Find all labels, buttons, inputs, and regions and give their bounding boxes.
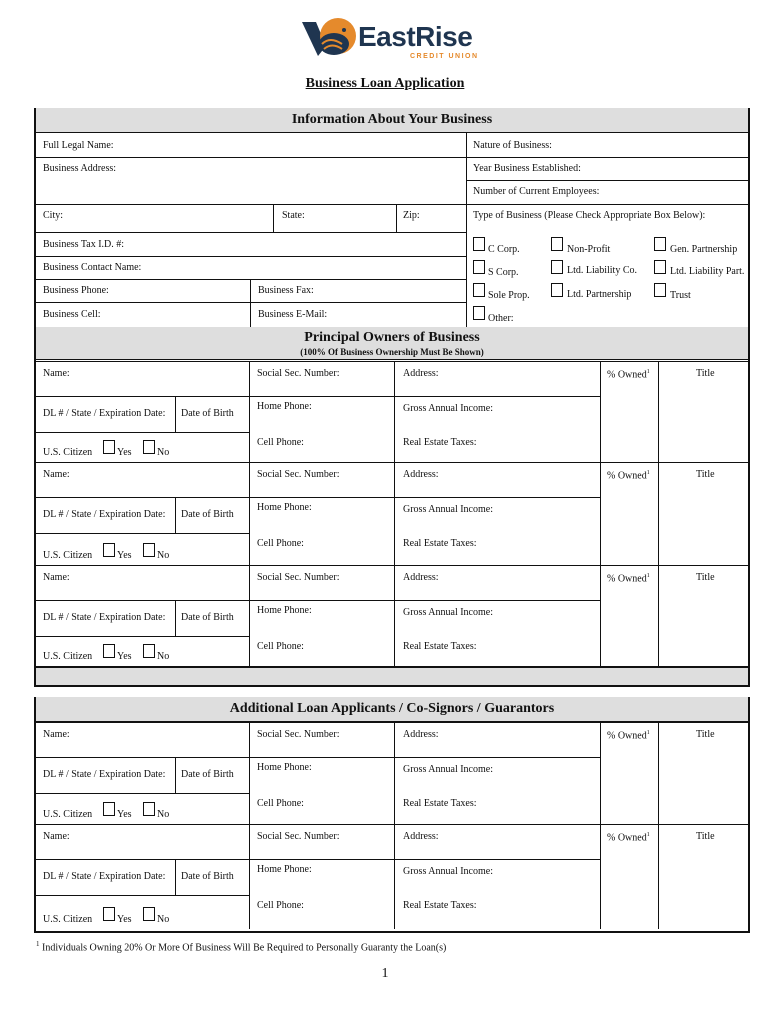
person-5-dl-field[interactable]: DL # / State / Expiration Date:	[43, 871, 166, 882]
person-5-address-field[interactable]: Address:	[403, 831, 439, 842]
trust-label: Trust	[670, 290, 691, 301]
c-corp-checkbox[interactable]	[473, 237, 485, 251]
ltd-partnership-label: Ltd. Partnership	[567, 289, 632, 300]
person-1-name-field[interactable]: Name:	[43, 368, 70, 379]
person-5-no-label: No	[157, 914, 170, 925]
owners-section	[34, 327, 750, 687]
person-4-cell-phone-field[interactable]: Cell Phone:	[257, 798, 304, 809]
brand-name: EastRise	[358, 21, 473, 52]
owned-label: % Owned	[607, 832, 647, 844]
footnote-text: Individuals Owning 20% Or More Of Business Will Be Required to Personally Guaranty the Loan(s)	[42, 942, 447, 954]
person-4-name-field[interactable]: Name:	[43, 729, 70, 740]
zip-field[interactable]: Zip:	[403, 210, 420, 221]
owned-footnote-marker: 1	[646, 730, 650, 736]
business-cell-field[interactable]: Business Cell:	[43, 309, 101, 320]
person-1-owned-field[interactable]	[607, 369, 650, 380]
person-3-citizen-no-checkbox[interactable]	[143, 644, 155, 658]
person-4-address-field[interactable]: Address:	[403, 729, 439, 740]
c-corp-label: C Corp.	[488, 244, 520, 255]
footnote-marker: 1	[36, 940, 40, 948]
tax-id-field[interactable]: Business Tax I.D. #:	[43, 239, 125, 250]
other-label: Other:	[488, 313, 514, 324]
other-checkbox[interactable]	[473, 306, 485, 320]
person-block-divider	[658, 722, 659, 824]
person-5-citizen-yes-checkbox[interactable]	[103, 907, 115, 921]
person-5-cell-phone-field[interactable]: Cell Phone:	[257, 900, 304, 911]
person-3-citizen-label: U.S. Citizen	[43, 651, 93, 662]
person-5-re-taxes-field[interactable]: Real Estate Taxes:	[403, 900, 477, 911]
person-block-divider	[600, 462, 601, 565]
person-3-title-field[interactable]: Title	[696, 572, 715, 583]
owners-subtitle: (100% Of Business Ownership Must Be Shown)	[300, 347, 484, 357]
person-block-divider	[658, 824, 659, 929]
person-3-ssn-field[interactable]: Social Sec. Number:	[257, 572, 340, 583]
person-block-divider	[175, 757, 176, 793]
person-1-re-taxes-field[interactable]: Real Estate Taxes:	[403, 437, 477, 448]
person-block-divider	[36, 497, 600, 498]
llc-label: Ltd. Liability Co.	[567, 265, 637, 276]
person-block-divider	[36, 793, 249, 794]
person-4-re-taxes-field[interactable]: Real Estate Taxes:	[403, 798, 477, 809]
nature-of-business-field[interactable]: Nature of Business:	[473, 140, 552, 151]
person-2-yes-label: Yes	[117, 550, 132, 561]
person-2-income-field[interactable]: Gross Annual Income:	[403, 504, 493, 515]
person-1-yes-label: Yes	[117, 447, 132, 458]
person-block-divider	[36, 396, 600, 397]
person-3-no-label: No	[157, 651, 170, 662]
non-profit-checkbox[interactable]	[551, 237, 563, 251]
person-4-title-field[interactable]: Title	[696, 729, 715, 740]
person-1-citizen-yes-checkbox[interactable]	[103, 440, 115, 454]
person-block-divider	[394, 565, 395, 666]
owned-footnote-marker: 1	[646, 369, 650, 375]
person-block-divider	[36, 757, 600, 758]
person-3-owned-field[interactable]	[607, 573, 650, 584]
person-3-dob-field[interactable]: Date of Birth	[181, 612, 234, 623]
city-field[interactable]: City:	[43, 210, 64, 221]
business-address-field[interactable]: Business Address:	[43, 163, 117, 174]
business-type-label: Type of Business (Please Check Appropriate Box Below):	[473, 210, 706, 221]
person-5-title-field[interactable]: Title	[696, 831, 715, 842]
person-4-citizen-no-checkbox[interactable]	[143, 802, 155, 816]
person-5-home-phone-field[interactable]: Home Phone:	[257, 864, 312, 875]
person-5-citizen-no-checkbox[interactable]	[143, 907, 155, 921]
person-block-divider	[175, 600, 176, 636]
ltd-partnership-checkbox[interactable]	[551, 283, 563, 297]
owned-label: % Owned	[607, 470, 647, 482]
person-1-cell-phone-field[interactable]: Cell Phone:	[257, 437, 304, 448]
person-2-owned-field[interactable]	[607, 470, 650, 481]
owned-footnote-marker: 1	[646, 832, 650, 838]
trust-checkbox[interactable]	[654, 283, 666, 297]
owners-header	[36, 327, 748, 360]
business-email-field[interactable]: Business E-Mail:	[258, 309, 328, 320]
page-number: 1	[381, 966, 389, 981]
person-1-ssn-field[interactable]: Social Sec. Number:	[257, 368, 340, 379]
person-1-dob-field[interactable]: Date of Birth	[181, 408, 234, 419]
person-block-divider	[36, 824, 748, 825]
sole-prop-checkbox[interactable]	[473, 283, 485, 297]
additional-header: Additional Loan Applicants / Co-Signors / Guarantors	[36, 697, 748, 722]
llc-checkbox[interactable]	[551, 260, 563, 274]
person-4-citizen-yes-checkbox[interactable]	[103, 802, 115, 816]
person-2-cell-phone-field[interactable]: Cell Phone:	[257, 538, 304, 549]
person-2-citizen-no-checkbox[interactable]	[143, 543, 155, 557]
person-block-divider	[36, 432, 249, 433]
person-4-owned-field[interactable]	[607, 730, 650, 741]
person-2-citizen-yes-checkbox[interactable]	[103, 543, 115, 557]
state-field[interactable]: State:	[282, 210, 305, 221]
divider	[36, 279, 466, 280]
person-2-title-field[interactable]: Title	[696, 469, 715, 480]
person-block-divider	[249, 462, 250, 565]
business-info-header: Information About Your Business	[36, 108, 748, 133]
divider	[396, 204, 397, 232]
divider	[36, 157, 748, 158]
person-block-divider	[600, 361, 601, 462]
person-block-divider	[36, 600, 600, 601]
person-5-owned-field[interactable]	[607, 832, 650, 843]
person-2-citizen-label: U.S. Citizen	[43, 550, 93, 561]
divider	[36, 232, 466, 233]
person-5-dob-field[interactable]: Date of Birth	[181, 871, 234, 882]
person-block-divider	[36, 533, 249, 534]
person-2-ssn-field[interactable]: Social Sec. Number:	[257, 469, 340, 480]
divider	[273, 204, 274, 232]
person-1-home-phone-field[interactable]: Home Phone:	[257, 401, 312, 412]
person-3-yes-label: Yes	[117, 651, 132, 662]
person-3-home-phone-field[interactable]: Home Phone:	[257, 605, 312, 616]
person-2-home-phone-field[interactable]: Home Phone:	[257, 502, 312, 513]
person-3-name-field[interactable]: Name:	[43, 572, 70, 583]
person-block-divider	[36, 565, 748, 566]
divider	[250, 279, 251, 327]
gen-partnership-label: Gen. Partnership	[670, 244, 738, 255]
owned-label: % Owned	[607, 730, 647, 742]
business-phone-field[interactable]: Business Phone:	[43, 285, 109, 296]
person-3-citizen-yes-checkbox[interactable]	[103, 644, 115, 658]
person-block-divider	[600, 824, 601, 929]
person-4-income-field[interactable]: Gross Annual Income:	[403, 764, 493, 775]
person-1-dl-field[interactable]: DL # / State / Expiration Date:	[43, 408, 166, 419]
divider	[36, 204, 748, 205]
employees-field[interactable]: Number of Current Employees:	[473, 186, 600, 197]
person-block-divider	[36, 636, 249, 637]
person-2-dl-field[interactable]: DL # / State / Expiration Date:	[43, 509, 166, 520]
person-block-divider	[394, 462, 395, 565]
person-4-yes-label: Yes	[117, 809, 132, 820]
person-block-divider	[36, 722, 748, 723]
person-3-cell-phone-field[interactable]: Cell Phone:	[257, 641, 304, 652]
contact-name-field[interactable]: Business Contact Name:	[43, 262, 142, 273]
owned-label: % Owned	[607, 369, 647, 381]
year-established-field[interactable]: Year Business Established:	[473, 163, 581, 174]
sole-prop-label: Sole Prop.	[488, 290, 530, 301]
owned-footnote-marker: 1	[646, 573, 650, 579]
llp-label: Ltd. Liability Part.	[670, 266, 745, 277]
person-block-divider	[36, 462, 748, 463]
person-2-dob-field[interactable]: Date of Birth	[181, 509, 234, 520]
s-corp-checkbox[interactable]	[473, 260, 485, 274]
person-block-divider	[394, 824, 395, 929]
bird-icon	[302, 16, 356, 64]
person-3-dl-field[interactable]: DL # / State / Expiration Date:	[43, 612, 166, 623]
person-block-divider	[658, 462, 659, 565]
brand-subtitle: CREDIT UNION	[410, 53, 479, 60]
person-block-divider	[249, 565, 250, 666]
person-4-home-phone-field[interactable]: Home Phone:	[257, 762, 312, 773]
full-legal-name-field[interactable]: Full Legal Name:	[43, 140, 114, 151]
person-4-citizen-label: U.S. Citizen	[43, 809, 93, 820]
owners-title: Principal Owners of Business	[304, 330, 480, 345]
person-5-income-field[interactable]: Gross Annual Income:	[403, 866, 493, 877]
person-block-divider	[394, 722, 395, 824]
person-block-divider	[175, 497, 176, 533]
footnote	[36, 941, 446, 953]
person-2-name-field[interactable]: Name:	[43, 469, 70, 480]
person-4-ssn-field[interactable]: Social Sec. Number:	[257, 729, 340, 740]
person-5-citizen-label: U.S. Citizen	[43, 914, 93, 925]
divider	[36, 256, 466, 257]
gen-partnership-checkbox[interactable]	[654, 237, 666, 251]
divider	[466, 180, 748, 181]
owners-footer-band	[36, 666, 748, 685]
person-block-divider	[600, 565, 601, 666]
person-block-divider	[175, 859, 176, 895]
person-block-divider	[394, 361, 395, 462]
s-corp-label: S Corp.	[488, 267, 519, 278]
person-block-divider	[249, 722, 250, 824]
person-4-no-label: No	[157, 809, 170, 820]
person-4-dl-field[interactable]: DL # / State / Expiration Date:	[43, 769, 166, 780]
person-block-divider	[175, 396, 176, 432]
person-1-address-field[interactable]: Address:	[403, 368, 439, 379]
person-block-divider	[658, 361, 659, 462]
person-4-dob-field[interactable]: Date of Birth	[181, 769, 234, 780]
person-1-no-label: No	[157, 447, 170, 458]
person-2-no-label: No	[157, 550, 170, 561]
person-2-re-taxes-field[interactable]: Real Estate Taxes:	[403, 538, 477, 549]
person-block-divider	[36, 859, 600, 860]
non-profit-label: Non-Profit	[567, 244, 611, 255]
brand-logo	[300, 16, 480, 66]
person-block-divider	[249, 361, 250, 462]
person-block-divider	[36, 361, 748, 362]
person-1-citizen-label: U.S. Citizen	[43, 447, 93, 458]
document-title: Business Loan Application	[305, 76, 465, 91]
person-3-re-taxes-field[interactable]: Real Estate Taxes:	[403, 641, 477, 652]
business-fax-field[interactable]: Business Fax:	[258, 285, 314, 296]
person-5-name-field[interactable]: Name:	[43, 831, 70, 842]
divider	[466, 132, 467, 327]
person-block-divider	[36, 895, 249, 896]
owned-label: % Owned	[607, 573, 647, 585]
person-2-address-field[interactable]: Address:	[403, 469, 439, 480]
person-5-ssn-field[interactable]: Social Sec. Number:	[257, 831, 340, 842]
person-3-address-field[interactable]: Address:	[403, 572, 439, 583]
person-block-divider	[600, 722, 601, 824]
person-block-divider	[658, 565, 659, 666]
person-1-citizen-no-checkbox[interactable]	[143, 440, 155, 454]
owned-footnote-marker: 1	[646, 470, 650, 476]
person-5-yes-label: Yes	[117, 914, 132, 925]
person-1-income-field[interactable]: Gross Annual Income:	[403, 403, 493, 414]
person-block-divider	[249, 824, 250, 929]
llp-checkbox[interactable]	[654, 260, 666, 274]
person-3-income-field[interactable]: Gross Annual Income:	[403, 607, 493, 618]
person-1-title-field[interactable]: Title	[696, 368, 715, 379]
divider	[36, 302, 466, 303]
